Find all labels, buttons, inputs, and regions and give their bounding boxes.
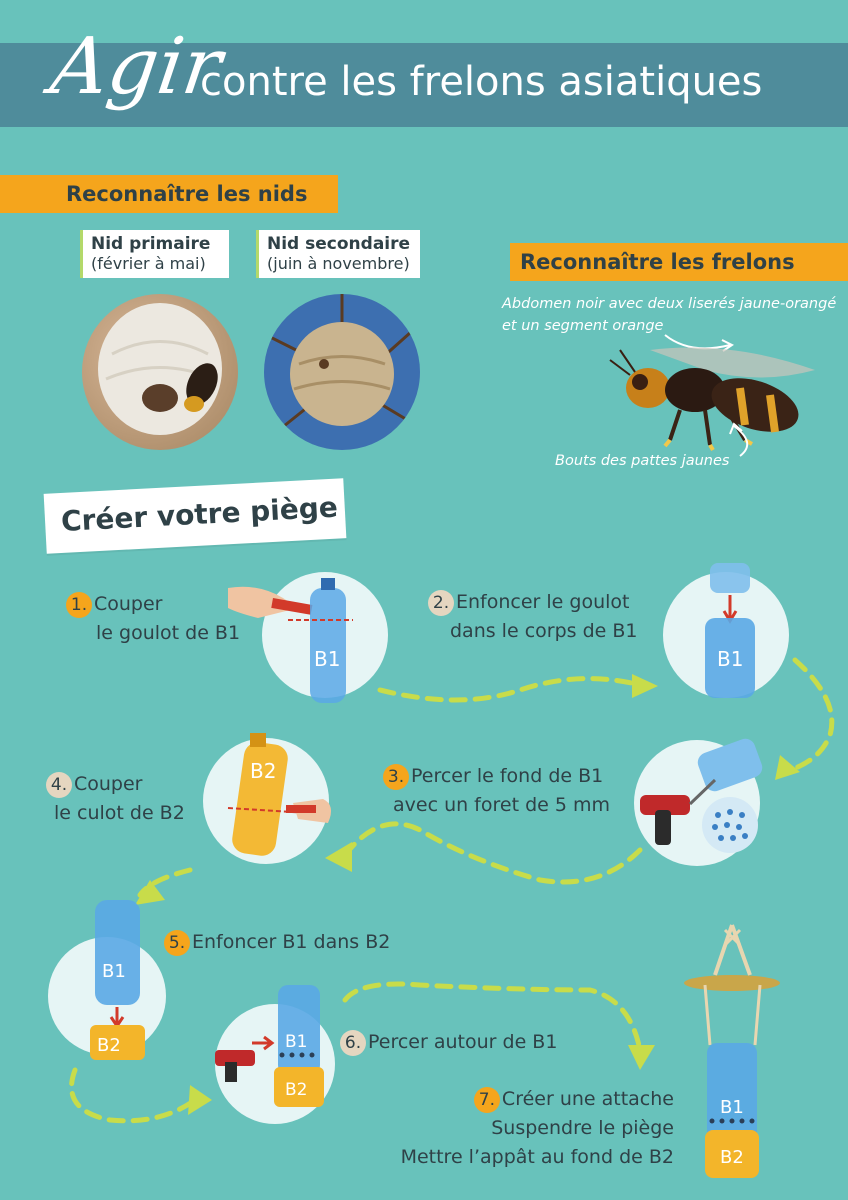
hornets-header: Reconnaître les frelons bbox=[510, 243, 848, 281]
nests-header: Reconnaître les nids bbox=[0, 175, 338, 213]
svg-text:B1: B1 bbox=[720, 1097, 744, 1118]
step-6-line-1: Percer autour de B1 bbox=[368, 1031, 558, 1053]
step-7-number: 7. bbox=[474, 1087, 500, 1113]
abdomen-note-line-2: et un segment orange bbox=[502, 318, 664, 334]
step-5-text bbox=[164, 928, 390, 957]
page-title: contre les frelons asiatiques bbox=[200, 59, 763, 105]
step-1-line-2: le goulot de B1 bbox=[96, 622, 241, 644]
bottle-icon bbox=[95, 900, 140, 1005]
step-4-line-1: Couper bbox=[74, 773, 143, 795]
step-1-line-1: Couper bbox=[94, 593, 163, 615]
svg-text:B2: B2 bbox=[250, 759, 277, 783]
step-7-line-2: Suspendre le piège bbox=[491, 1117, 674, 1139]
svg-text:B2: B2 bbox=[720, 1147, 744, 1168]
drill-icon bbox=[640, 780, 715, 845]
bottle-icon bbox=[310, 588, 346, 703]
trap-header: Créer votre piège bbox=[60, 490, 339, 538]
drill-icon bbox=[215, 1050, 255, 1082]
step-2-line-2: dans le corps de B1 bbox=[450, 620, 638, 642]
step-4-line-2: le culot de B2 bbox=[54, 802, 185, 824]
step-1-illustration bbox=[228, 578, 368, 703]
step-1-number: 1. bbox=[66, 592, 92, 618]
step-6-illustration bbox=[210, 985, 330, 1115]
step-4-number: 4. bbox=[46, 772, 72, 798]
svg-text:B1: B1 bbox=[285, 1032, 308, 1052]
step-4-illustration bbox=[228, 733, 338, 858]
step-6-text bbox=[340, 1028, 557, 1057]
step-4-text bbox=[46, 770, 185, 828]
nest-secondary-period: (juin à novembre) bbox=[267, 254, 410, 273]
svg-text:B1: B1 bbox=[314, 647, 341, 671]
step-7-line-1: Créer une attache bbox=[501, 1088, 674, 1110]
step-1-text bbox=[66, 590, 240, 648]
step-3-line-1: Percer le fond de B1 bbox=[411, 765, 604, 787]
step-7-illustration bbox=[680, 925, 785, 1185]
bottle-icon bbox=[278, 985, 320, 1075]
svg-text:B2: B2 bbox=[285, 1080, 308, 1100]
nest-secondary-name: Nid secondaire bbox=[267, 234, 411, 254]
nest-primary-period: (février à mai) bbox=[91, 254, 206, 273]
nest-primary-name: Nid primaire bbox=[91, 234, 211, 254]
step-3-illustration bbox=[635, 740, 765, 860]
step-2-number: 2. bbox=[428, 590, 454, 616]
title-script: Agir bbox=[45, 22, 227, 112]
step-5-number: 5. bbox=[164, 930, 190, 956]
step-5-illustration bbox=[80, 895, 155, 1065]
step-3-line-2: avec un foret de 5 mm bbox=[393, 794, 611, 816]
abdomen-note-line-1: Abdomen noir avec deux liserés jaune-orangé bbox=[502, 296, 837, 312]
step-2-illustration bbox=[700, 563, 760, 703]
step-5-line-1: Enfoncer B1 dans B2 bbox=[192, 931, 391, 953]
step-3-number: 3. bbox=[383, 764, 409, 790]
step-7-text bbox=[384, 1085, 674, 1172]
step-2-text bbox=[428, 588, 638, 646]
bottle-icon bbox=[695, 736, 765, 794]
step-2-line-1: Enfoncer le goulot bbox=[456, 591, 630, 613]
svg-text:B2: B2 bbox=[97, 1035, 121, 1056]
svg-text:B1: B1 bbox=[102, 961, 126, 982]
legs-note: Bouts des pattes jaunes bbox=[555, 453, 730, 469]
step-7-line-3: Mettre l’appât au fond de B2 bbox=[400, 1146, 674, 1168]
step-3-text bbox=[383, 762, 610, 820]
svg-text:B1: B1 bbox=[717, 647, 744, 671]
step-6-number: 6. bbox=[340, 1030, 366, 1056]
